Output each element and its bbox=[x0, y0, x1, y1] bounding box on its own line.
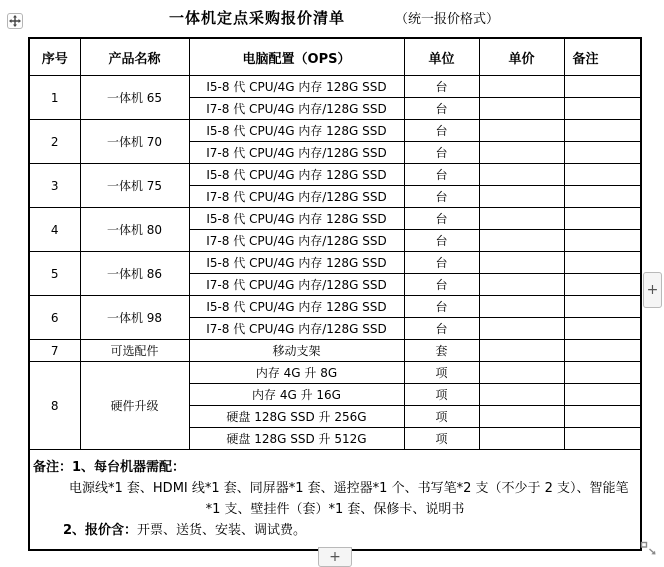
unit-cell: 台 bbox=[404, 252, 479, 274]
price-cell[interactable] bbox=[479, 296, 564, 318]
config-cell: 内存 4G 升 16G bbox=[189, 384, 404, 406]
config-cell: 内存 4G 升 8G bbox=[189, 362, 404, 384]
config-cell: I5-8 代 CPU/4G 内存 128G SSD bbox=[189, 120, 404, 142]
unit-cell: 项 bbox=[404, 428, 479, 450]
config-cell: I7-8 代 CPU/4G 内存/128G SSD bbox=[189, 142, 404, 164]
resize-cursor-icon bbox=[640, 541, 658, 561]
unit-cell: 项 bbox=[404, 406, 479, 428]
header-price: 单价 bbox=[479, 38, 564, 76]
config-cell: I7-8 代 CPU/4G 内存/128G SSD bbox=[189, 98, 404, 120]
seq-cell: 4 bbox=[29, 208, 80, 252]
remark-cell[interactable] bbox=[564, 230, 641, 252]
seq-cell: 8 bbox=[29, 362, 80, 450]
remark-cell[interactable] bbox=[564, 428, 641, 450]
price-cell[interactable] bbox=[479, 384, 564, 406]
product-cell: 一体机 75 bbox=[80, 164, 189, 208]
header-product: 产品名称 bbox=[80, 38, 189, 76]
remark-cell[interactable] bbox=[564, 186, 641, 208]
config-cell: I5-8 代 CPU/4G 内存 128G SSD bbox=[189, 164, 404, 186]
remark-cell[interactable] bbox=[564, 318, 641, 340]
plus-icon: + bbox=[646, 282, 659, 298]
unit-cell: 台 bbox=[404, 274, 479, 296]
remark-cell[interactable] bbox=[564, 208, 641, 230]
header-remark: 备注 bbox=[564, 38, 641, 76]
product-cell: 硬件升级 bbox=[80, 362, 189, 450]
unit-cell: 台 bbox=[404, 76, 479, 98]
price-cell[interactable] bbox=[479, 230, 564, 252]
remark-cell[interactable] bbox=[564, 340, 641, 362]
remark-cell[interactable] bbox=[564, 252, 641, 274]
seq-cell: 5 bbox=[29, 252, 80, 296]
table-row bbox=[29, 340, 641, 362]
remark-cell[interactable] bbox=[564, 120, 641, 142]
unit-cell: 台 bbox=[404, 296, 479, 318]
insert-column-button[interactable] bbox=[643, 272, 662, 308]
table-row bbox=[29, 362, 641, 384]
page-title bbox=[28, 7, 640, 28]
insert-row-button[interactable] bbox=[318, 547, 352, 567]
table-row bbox=[29, 450, 641, 551]
config-cell: I7-8 代 CPU/4G 内存/128G SSD bbox=[189, 274, 404, 296]
notes-line-4 bbox=[33, 520, 637, 541]
remark-cell[interactable] bbox=[564, 274, 641, 296]
remark-cell[interactable] bbox=[564, 98, 641, 120]
price-cell[interactable] bbox=[479, 98, 564, 120]
price-cell[interactable] bbox=[479, 142, 564, 164]
unit-cell: 台 bbox=[404, 208, 479, 230]
page-title-sub: （统一报价格式） bbox=[395, 12, 500, 27]
header-config: 电脑配置（OPS） bbox=[189, 38, 404, 76]
seq-cell: 3 bbox=[29, 164, 80, 208]
unit-cell: 项 bbox=[404, 384, 479, 406]
price-cell[interactable] bbox=[479, 252, 564, 274]
unit-cell: 套 bbox=[404, 340, 479, 362]
remark-cell[interactable] bbox=[564, 164, 641, 186]
price-cell[interactable] bbox=[479, 76, 564, 98]
config-cell: I7-8 代 CPU/4G 内存/128G SSD bbox=[189, 230, 404, 252]
unit-cell: 台 bbox=[404, 142, 479, 164]
config-cell: I7-8 代 CPU/4G 内存/128G SSD bbox=[189, 318, 404, 340]
unit-cell: 台 bbox=[404, 164, 479, 186]
product-cell: 一体机 65 bbox=[80, 76, 189, 120]
table-row bbox=[29, 76, 641, 98]
unit-cell: 台 bbox=[404, 318, 479, 340]
seq-cell: 1 bbox=[29, 76, 80, 120]
plus-icon: + bbox=[329, 549, 341, 565]
table-row bbox=[29, 252, 641, 274]
price-cell[interactable] bbox=[479, 208, 564, 230]
price-cell[interactable] bbox=[479, 186, 564, 208]
table-row bbox=[29, 164, 641, 186]
notes-line-1: 备注：1、每台机器需配： bbox=[33, 460, 186, 475]
remark-cell[interactable] bbox=[564, 362, 641, 384]
header-no: 序号 bbox=[29, 38, 80, 76]
config-cell: I5-8 代 CPU/4G 内存 128G SSD bbox=[189, 252, 404, 274]
config-cell: I5-8 代 CPU/4G 内存 128G SSD bbox=[189, 76, 404, 98]
header-unit: 单位 bbox=[404, 38, 479, 76]
notes-line-4-label: 2、报价含： bbox=[63, 523, 138, 538]
price-cell[interactable] bbox=[479, 406, 564, 428]
price-cell[interactable] bbox=[479, 428, 564, 450]
remark-cell[interactable] bbox=[564, 296, 641, 318]
config-cell: 硬盘 128G SSD 升 256G bbox=[189, 406, 404, 428]
table-row bbox=[29, 296, 641, 318]
product-cell: 一体机 98 bbox=[80, 296, 189, 340]
seq-cell: 6 bbox=[29, 296, 80, 340]
unit-cell: 台 bbox=[404, 98, 479, 120]
price-cell[interactable] bbox=[479, 164, 564, 186]
table-move-handle[interactable] bbox=[7, 13, 23, 29]
product-cell: 一体机 70 bbox=[80, 120, 189, 164]
seq-cell: 2 bbox=[29, 120, 80, 164]
unit-cell: 台 bbox=[404, 230, 479, 252]
config-cell: I5-8 代 CPU/4G 内存 128G SSD bbox=[189, 296, 404, 318]
price-cell[interactable] bbox=[479, 120, 564, 142]
notes-line-4-text: 开票、送货、安装、调试费。 bbox=[137, 523, 307, 538]
table-row bbox=[29, 120, 641, 142]
price-cell[interactable] bbox=[479, 318, 564, 340]
price-cell[interactable] bbox=[479, 274, 564, 296]
remark-cell[interactable] bbox=[564, 384, 641, 406]
remark-cell[interactable] bbox=[564, 142, 641, 164]
unit-cell: 项 bbox=[404, 362, 479, 384]
four-way-arrow-icon bbox=[9, 15, 21, 27]
config-cell: 移动支架 bbox=[189, 340, 404, 362]
config-cell: 硬盘 128G SSD 升 512G bbox=[189, 428, 404, 450]
product-cell: 可选配件 bbox=[80, 340, 189, 362]
price-cell[interactable] bbox=[479, 362, 564, 384]
notes-line-3: *1 支、壁挂件（套）*1 套、保修卡、说明书 bbox=[205, 502, 465, 517]
config-cell: I7-8 代 CPU/4G 内存/128G SSD bbox=[189, 186, 404, 208]
config-cell: I5-8 代 CPU/4G 内存 128G SSD bbox=[189, 208, 404, 230]
table-row bbox=[29, 208, 641, 230]
price-cell[interactable] bbox=[479, 340, 564, 362]
product-cell: 一体机 86 bbox=[80, 252, 189, 296]
unit-cell: 台 bbox=[404, 186, 479, 208]
notes-section bbox=[29, 450, 641, 551]
remark-cell[interactable] bbox=[564, 406, 641, 428]
page-title-main: 一体机定点采购报价清单 bbox=[168, 9, 345, 27]
remark-cell[interactable] bbox=[564, 76, 641, 98]
header-row bbox=[29, 38, 641, 76]
unit-cell: 台 bbox=[404, 120, 479, 142]
product-cell: 一体机 80 bbox=[80, 208, 189, 252]
notes-line-2: 电源线*1 套、HDMI 线*1 套、同屏器*1 套、遥控器*1 个、书写笔*2 支（不少于 2 支）、智能笔 bbox=[69, 481, 629, 496]
seq-cell: 7 bbox=[29, 340, 80, 362]
quotation-table bbox=[28, 37, 642, 551]
